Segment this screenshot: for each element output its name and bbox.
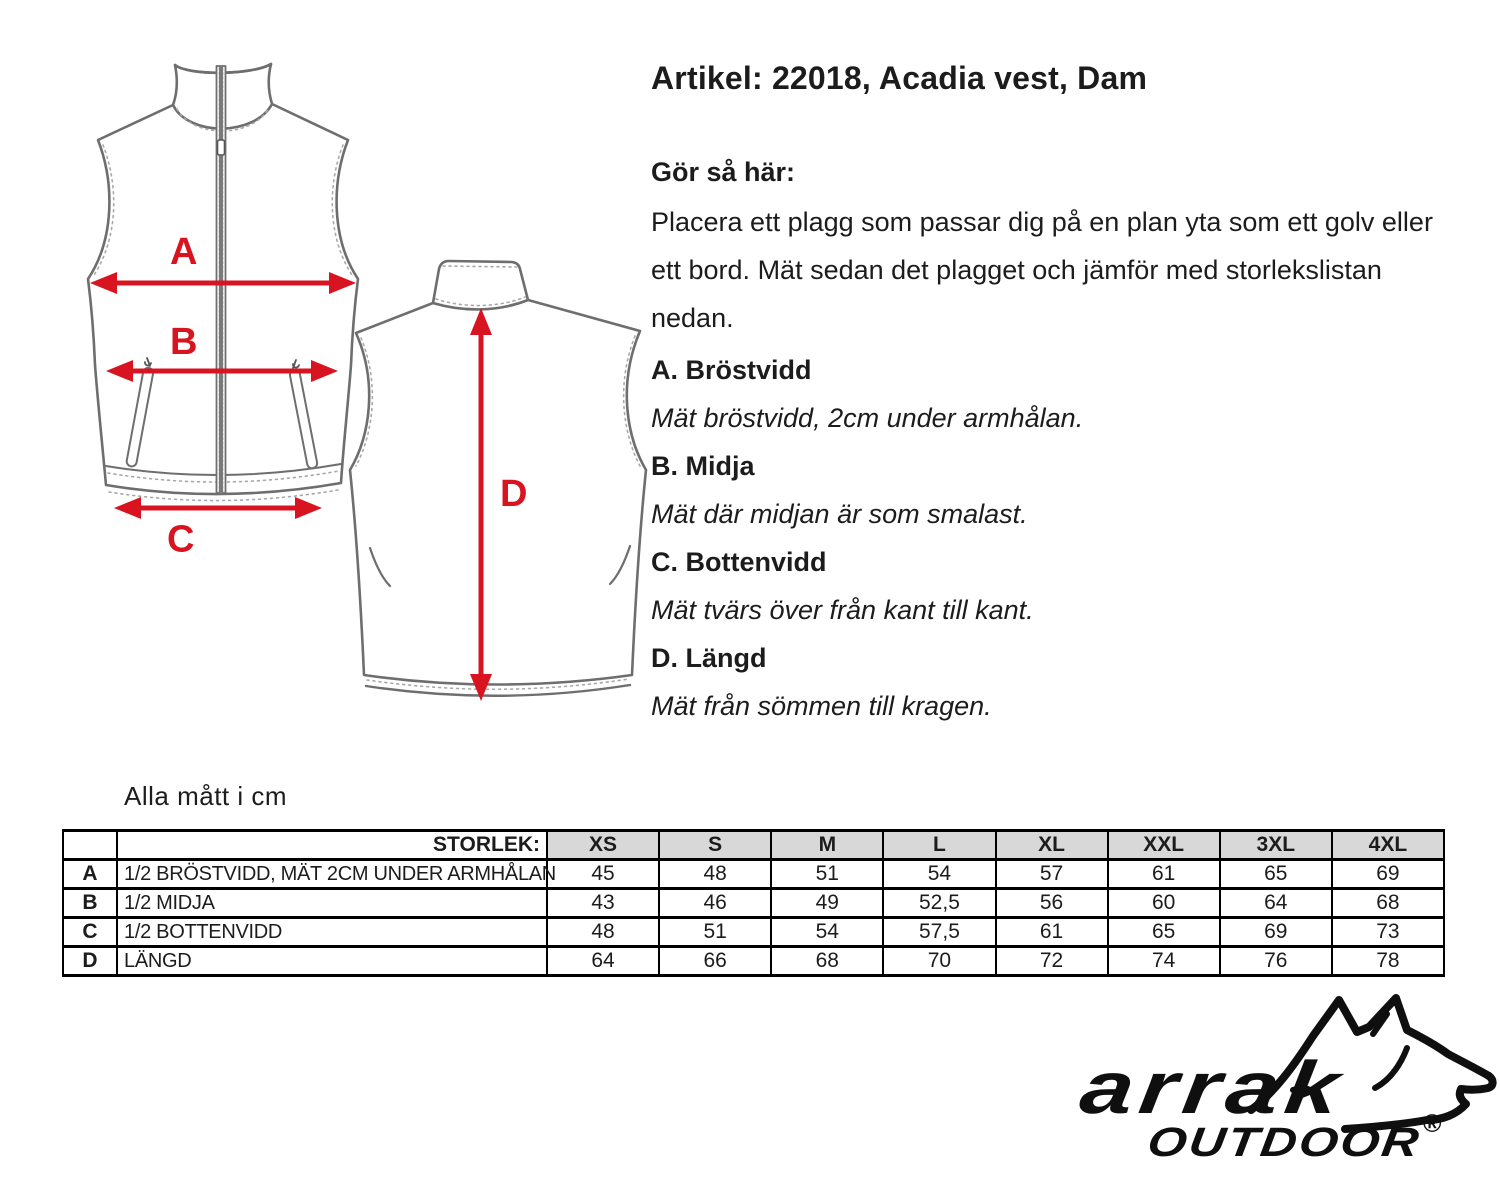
- arrow-label-d: D: [500, 473, 528, 515]
- size-value-cell: 69: [1220, 918, 1332, 947]
- size-table-container: [62, 829, 1445, 977]
- size-value-cell: 60: [1108, 889, 1220, 918]
- measure-label: C. Bottenvidd: [651, 547, 827, 577]
- brand-subtitle: OUTDOOR: [1144, 1119, 1424, 1165]
- size-value-cell: 56: [996, 889, 1108, 918]
- size-value-cell: 65: [1108, 918, 1220, 947]
- size-value-cell: 64: [1220, 889, 1332, 918]
- measuring-instructions: [651, 58, 1451, 730]
- row-description: 1/2 BOTTENVIDD: [117, 918, 547, 947]
- size-value-cell: 74: [1108, 947, 1220, 976]
- article-title: Artikel: 22018, Acadia vest, Dam: [651, 60, 1148, 96]
- size-value-cell: 68: [1332, 889, 1444, 918]
- measure-description: Mät bröstvidd, 2cm under armhålan.: [651, 403, 1084, 433]
- row-letter: C: [63, 918, 117, 947]
- brand-logo: [1075, 992, 1500, 1197]
- size-value-cell: 64: [547, 947, 659, 976]
- size-column-header: S: [659, 831, 771, 860]
- size-value-cell: 69: [1332, 860, 1444, 889]
- size-value-cell: 76: [1220, 947, 1332, 976]
- size-value-cell: 78: [1332, 947, 1444, 976]
- arrow-label-c: C: [167, 518, 195, 561]
- size-column-header: XXL: [1108, 831, 1220, 860]
- brand-name: arrak: [1075, 1046, 1351, 1129]
- size-value-cell: 48: [547, 918, 659, 947]
- size-table: [62, 829, 1445, 977]
- row-description: LÄNGD: [117, 947, 547, 976]
- size-value-cell: 65: [1220, 860, 1332, 889]
- arrow-label-a: A: [170, 231, 198, 273]
- howto-heading: Gör så här:: [651, 157, 796, 187]
- size-column-header: M: [771, 831, 883, 860]
- vest-front-drawing: [85, 52, 365, 561]
- size-column-header: XS: [547, 831, 659, 860]
- size-table-row: [63, 947, 1444, 976]
- arrow-label-b: B: [170, 321, 198, 363]
- size-value-cell: 61: [996, 918, 1108, 947]
- measure-item-c: [651, 538, 1451, 634]
- size-value-cell: 57,5: [883, 918, 995, 947]
- size-value-cell: 46: [659, 889, 771, 918]
- size-header-label: STORLEK:: [117, 831, 547, 860]
- size-table-row: [63, 889, 1444, 918]
- size-value-cell: 68: [771, 947, 883, 976]
- registered-mark: ®: [1423, 1110, 1442, 1138]
- row-letter: B: [63, 889, 117, 918]
- measure-description: Mät där midjan är som smalast.: [651, 499, 1028, 529]
- row-description: 1/2 BRÖSTVIDD, MÄT 2CM UNDER ARMHÅLAN: [117, 860, 547, 889]
- size-table-row: [63, 918, 1444, 947]
- measure-item-d: [651, 634, 1451, 730]
- size-value-cell: 48: [659, 860, 771, 889]
- size-value-cell: 66: [659, 947, 771, 976]
- size-value-cell: 72: [996, 947, 1108, 976]
- measure-label: D. Längd: [651, 643, 767, 673]
- size-value-cell: 54: [771, 918, 883, 947]
- size-value-cell: 73: [1332, 918, 1444, 947]
- row-letter: D: [63, 947, 117, 976]
- size-value-cell: 43: [547, 889, 659, 918]
- size-value-cell: 54: [883, 860, 995, 889]
- measure-label: A. Bröstvidd: [651, 355, 812, 385]
- size-value-cell: 61: [1108, 860, 1220, 889]
- row-description: 1/2 MIDJA: [117, 889, 547, 918]
- measure-item-a: [651, 346, 1451, 442]
- size-value-cell: 49: [771, 889, 883, 918]
- size-column-header: L: [883, 831, 995, 860]
- size-table-row: [63, 860, 1444, 889]
- table-corner-cell: [63, 831, 117, 860]
- size-value-cell: 57: [996, 860, 1108, 889]
- units-note: Alla mått i cm: [124, 781, 288, 811]
- howto-body: Placera ett plagg som passar dig på en plan yta som ett golv eller ett bord. Mät sedan det plagget och jämför med storlekslistan nedan.: [651, 207, 1433, 333]
- size-value-cell: 51: [771, 860, 883, 889]
- size-column-header: XL: [996, 831, 1108, 860]
- measure-description: Mät från sömmen till kragen.: [651, 691, 992, 721]
- size-column-header: 3XL: [1220, 831, 1332, 860]
- size-column-header: 4XL: [1332, 831, 1444, 860]
- size-value-cell: 70: [883, 947, 995, 976]
- measure-label: B. Midja: [651, 451, 755, 481]
- measure-item-b: [651, 442, 1451, 538]
- measure-description: Mät tvärs över från kant till kant.: [651, 595, 1034, 625]
- size-value-cell: 51: [659, 918, 771, 947]
- size-value-cell: 52,5: [883, 889, 995, 918]
- row-letter: A: [63, 860, 117, 889]
- size-value-cell: 45: [547, 860, 659, 889]
- vest-back-drawing: [348, 248, 652, 716]
